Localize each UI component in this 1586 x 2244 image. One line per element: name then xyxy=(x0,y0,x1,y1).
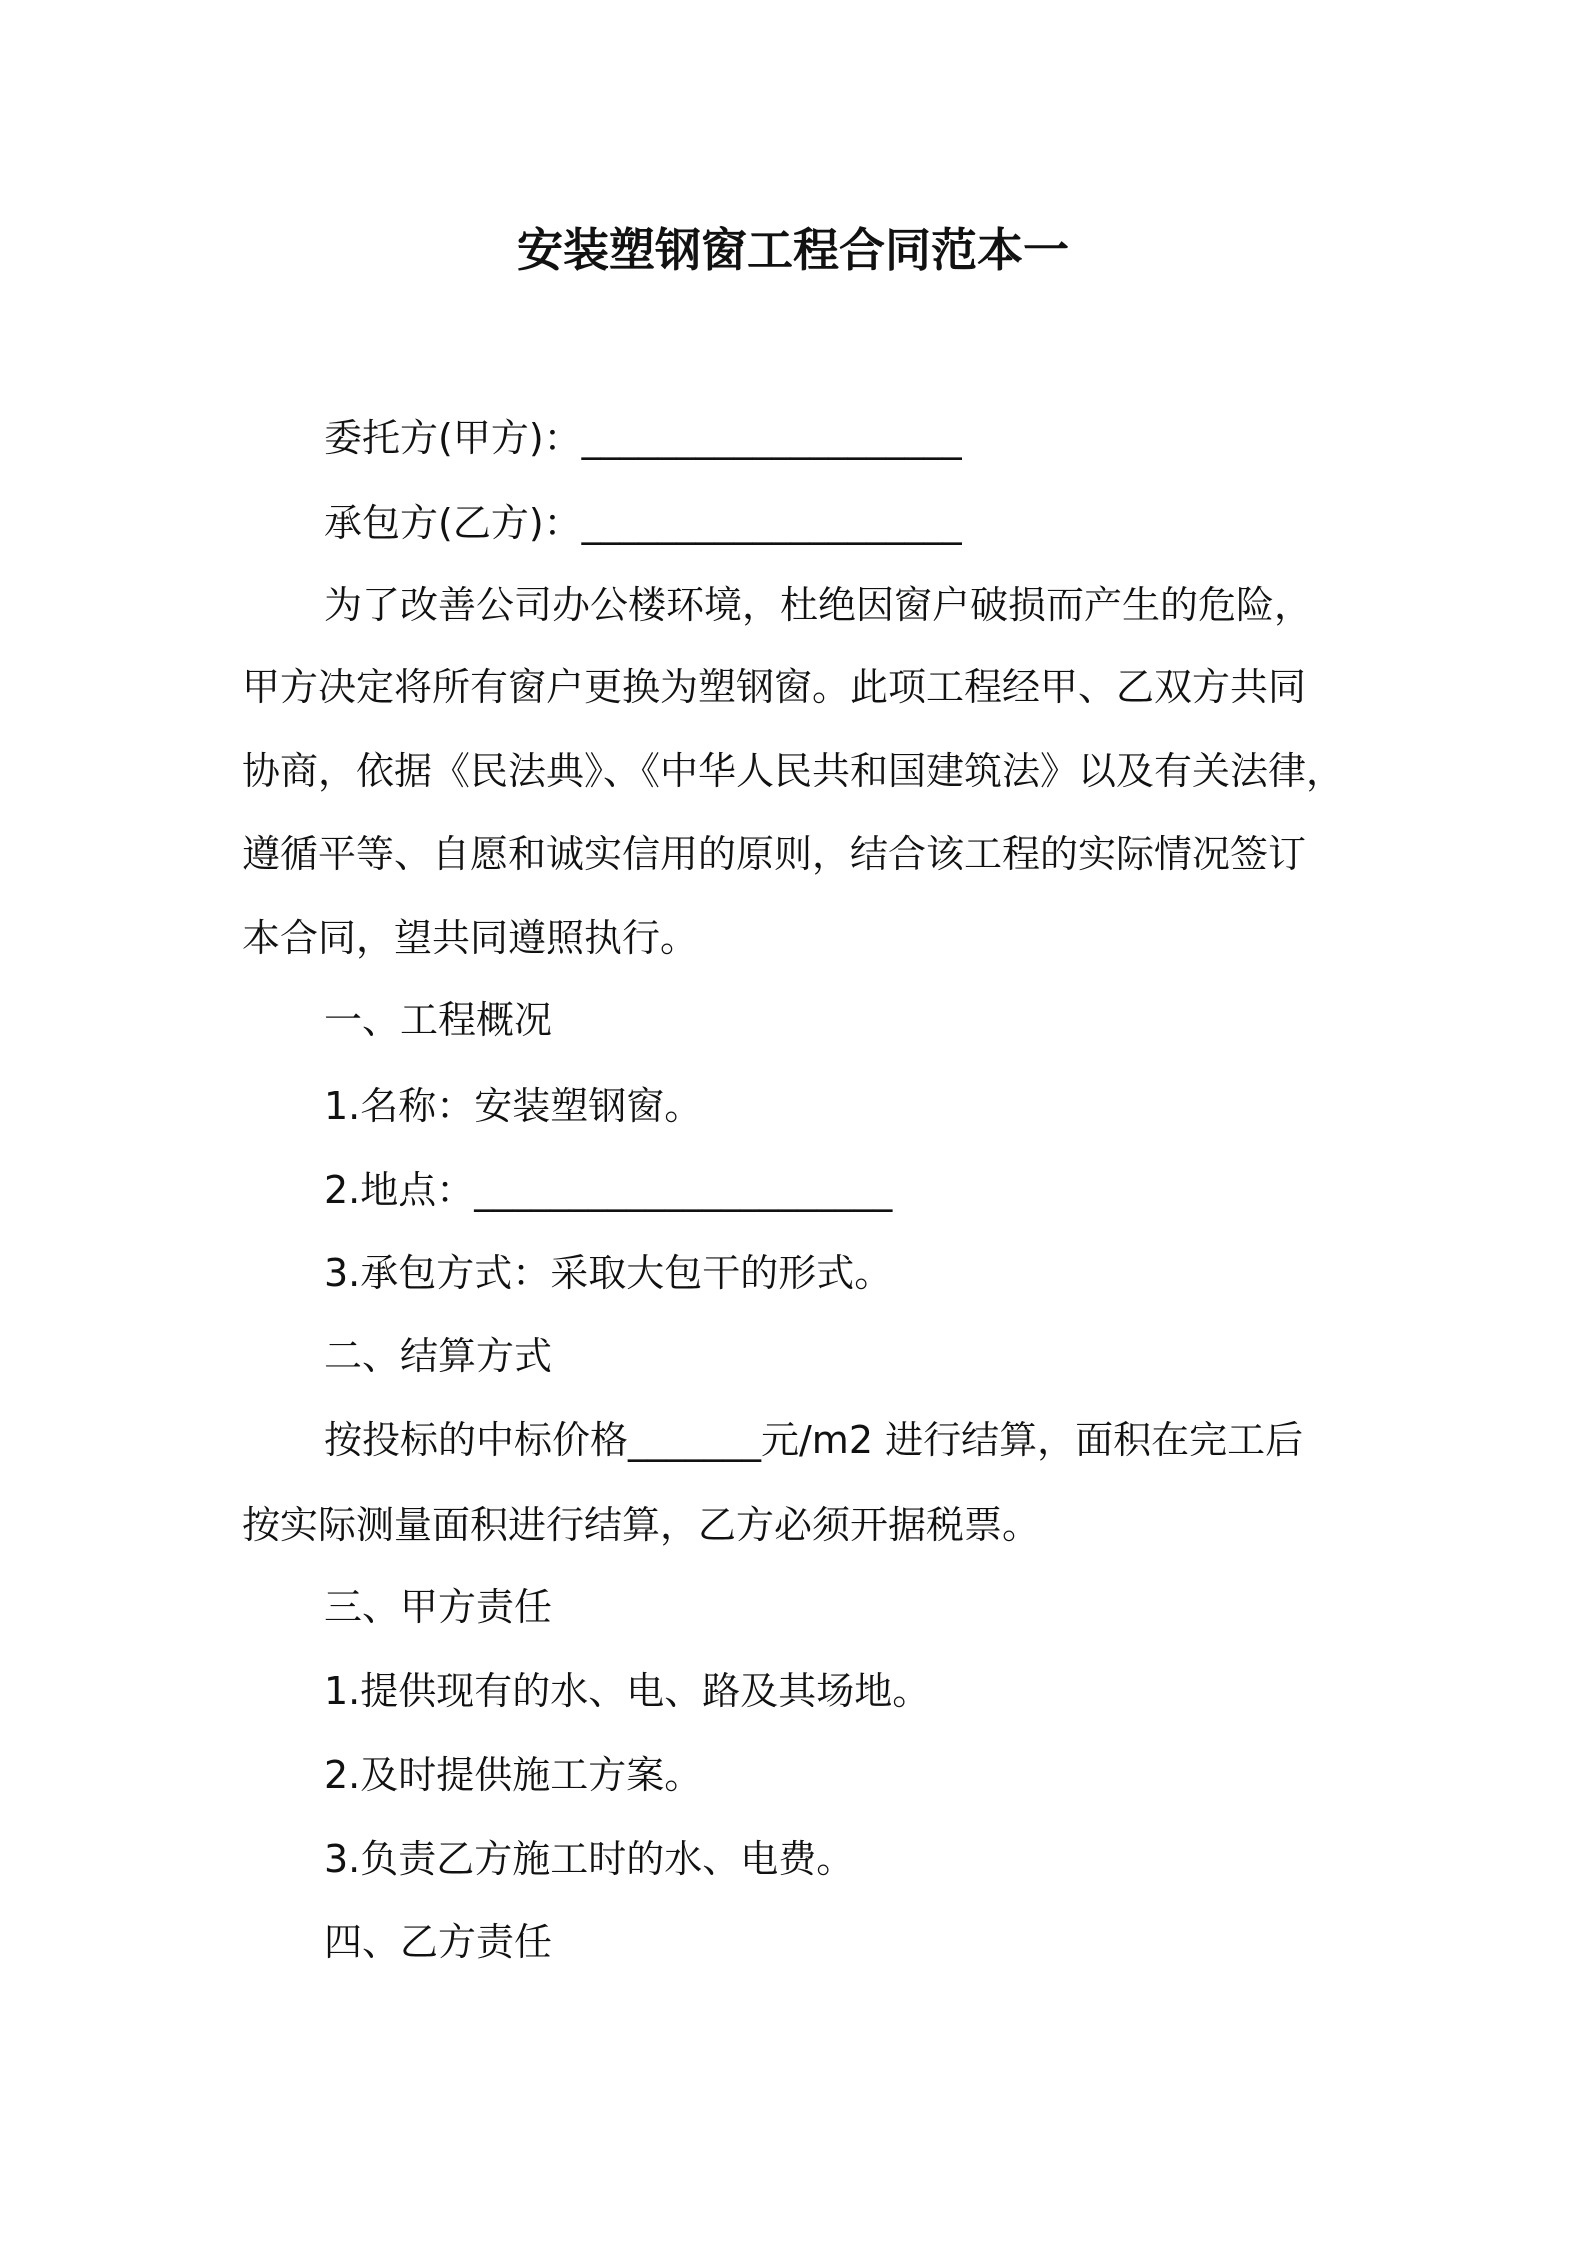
intro-paragraph-line-3: 协商，依据《民法典》、《中华人民共和国建筑法》以及有关法律， xyxy=(242,749,1345,793)
document-title: 安装塑钢窗工程合同范本一 xyxy=(517,223,1069,277)
intro-paragraph-line-2: 甲方决定将所有窗户更换为塑钢窗。此项工程经甲、乙双方共同 xyxy=(242,665,1307,709)
settlement-line-1: 按投标的中标价格_______元/m2 进行结算，面积在完工后 xyxy=(324,1418,1304,1462)
intro-paragraph-line-4: 遵循平等、自愿和诚实信用的原则，结合该工程的实际情况签订 xyxy=(242,832,1307,876)
intro-paragraph-line-1: 为了改善公司办公楼环境，杜绝因窗户破损而产生的危险， xyxy=(324,583,1313,627)
section-heading-party-b-duties: 四、乙方责任 xyxy=(324,1920,553,1964)
settlement-line-2: 按实际测量面积进行结算，乙方必须开据税票。 xyxy=(242,1503,1041,1547)
section-heading-settlement: 二、结算方式 xyxy=(324,1334,553,1378)
intro-paragraph-line-5: 本合同，望共同遵照执行。 xyxy=(242,916,699,960)
section-heading-project-overview: 一、工程概况 xyxy=(324,998,553,1042)
section-heading-party-a-duties: 三、甲方责任 xyxy=(324,1585,553,1629)
party-a-line: 委托方(甲方)：____________________ xyxy=(324,416,962,460)
overview-item-contract-method: 3.承包方式：采取大包干的形式。 xyxy=(324,1251,893,1295)
party-b-line: 承包方(乙方)：____________________ xyxy=(324,501,962,545)
party-a-duty-item-2: 2.及时提供施工方案。 xyxy=(324,1753,703,1797)
overview-item-location: 2.地点：______________________ xyxy=(324,1168,893,1212)
party-a-duty-item-3: 3.负责乙方施工时的水、电费。 xyxy=(324,1837,855,1881)
overview-item-name: 1.名称：安装塑钢窗。 xyxy=(324,1084,703,1128)
party-a-duty-item-1: 1.提供现有的水、电、路及其场地。 xyxy=(324,1669,931,1713)
